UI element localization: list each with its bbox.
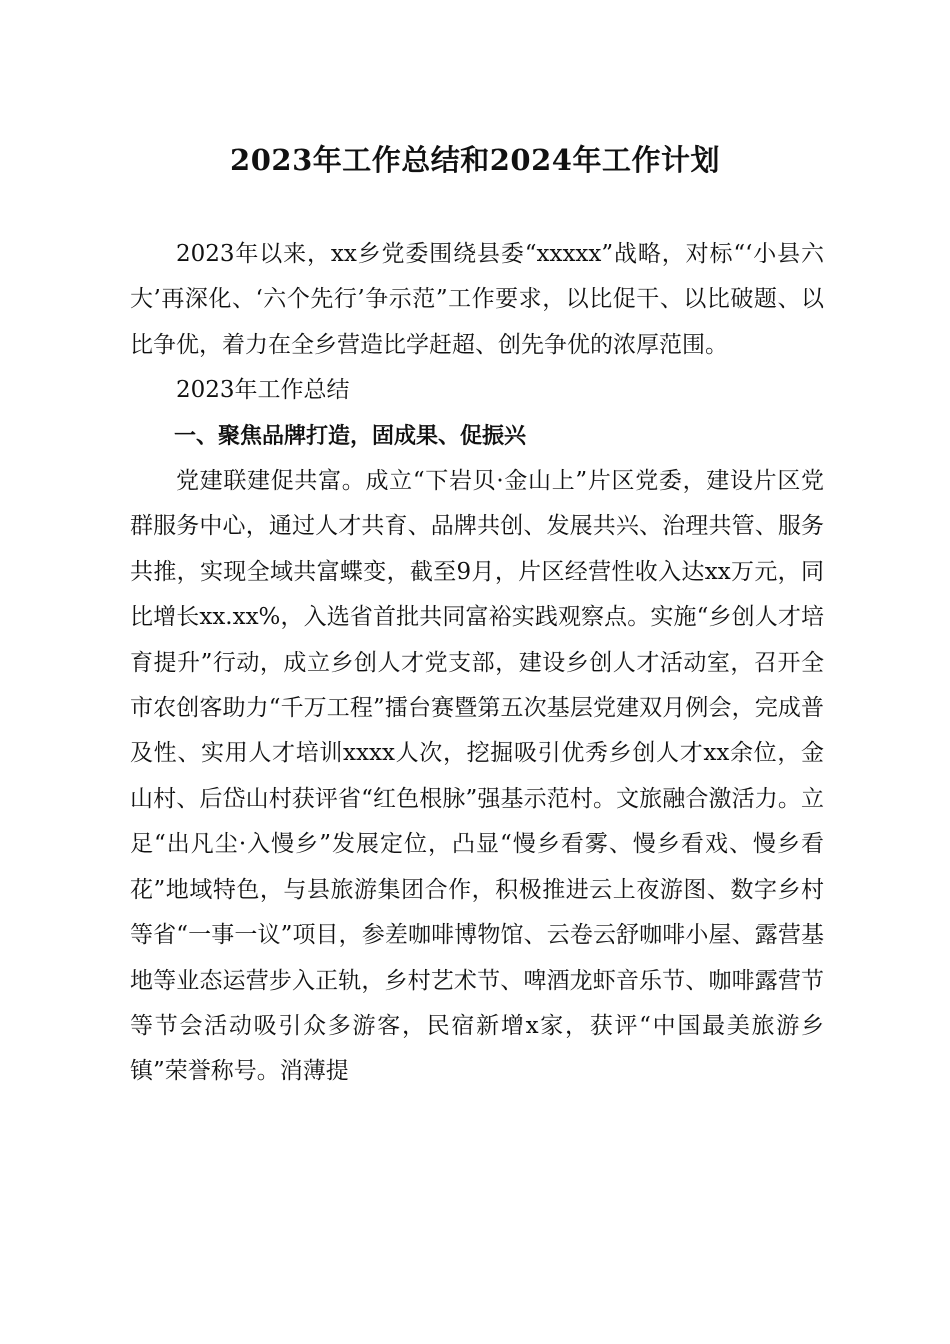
intro-paragraph: 2023年以来，xx乡党委围绕县委“xxxxx”战略，对标“‘小县六大’再深化、‘六个先行’争示范”工作要求，以比促干、以比破题、以比争优，着力在全乡营造比学赶超、创先争优的浓厚范围。: [130, 241, 824, 358]
section-heading: 一、聚焦品牌打造，固成果、促振兴: [174, 423, 527, 449]
document-body: [130, 232, 824, 1095]
section-paragraph: 党建联建促共富。成立“下岩贝·金山上”片区党委，建设片区党群服务中心，通过人才共育、品牌共创、发展共兴、治理共管、服务共推，实现全域共富蝶变，截至9月，片区经营性收入达xx万元，同比增长xx.xx%，入选省首批共同富裕实践观察点。实施“乡创人才培育提升”行动，成立乡创人才党支部，建设乡创人才活动室，召开全市农创客助力“千万工程”擂台赛暨第五次基层党建双月例会，完成普及性、实用人才培训xxxx人次，挖掘吸引优秀乡创人才xx余位，金山村、后岱山村获评省“红色根脉”强基示范村。文旅融合激活力。立足“出凡尘·入慢乡”发展定位，凸显“慢乡看雾、慢乡看戏、慢乡看花”地域特色，与县旅游集团合作，积极推进云上夜游图、数字乡村等省“一事一议”项目，参差咖啡博物馆、云卷云舒咖啡小屋、露营基地等业态运营步入正轨，乡村艺术节、啤酒龙虾音乐节、咖啡露营节等节会活动吸引众多游客，民宿新增x家，获评“中国最美旅游乡镇”荣誉称号。消薄提: [130, 468, 824, 1085]
document-title: 2023年工作总结和2024年工作计划: [230, 143, 720, 177]
summary-label: 2023年工作总结: [176, 377, 350, 404]
